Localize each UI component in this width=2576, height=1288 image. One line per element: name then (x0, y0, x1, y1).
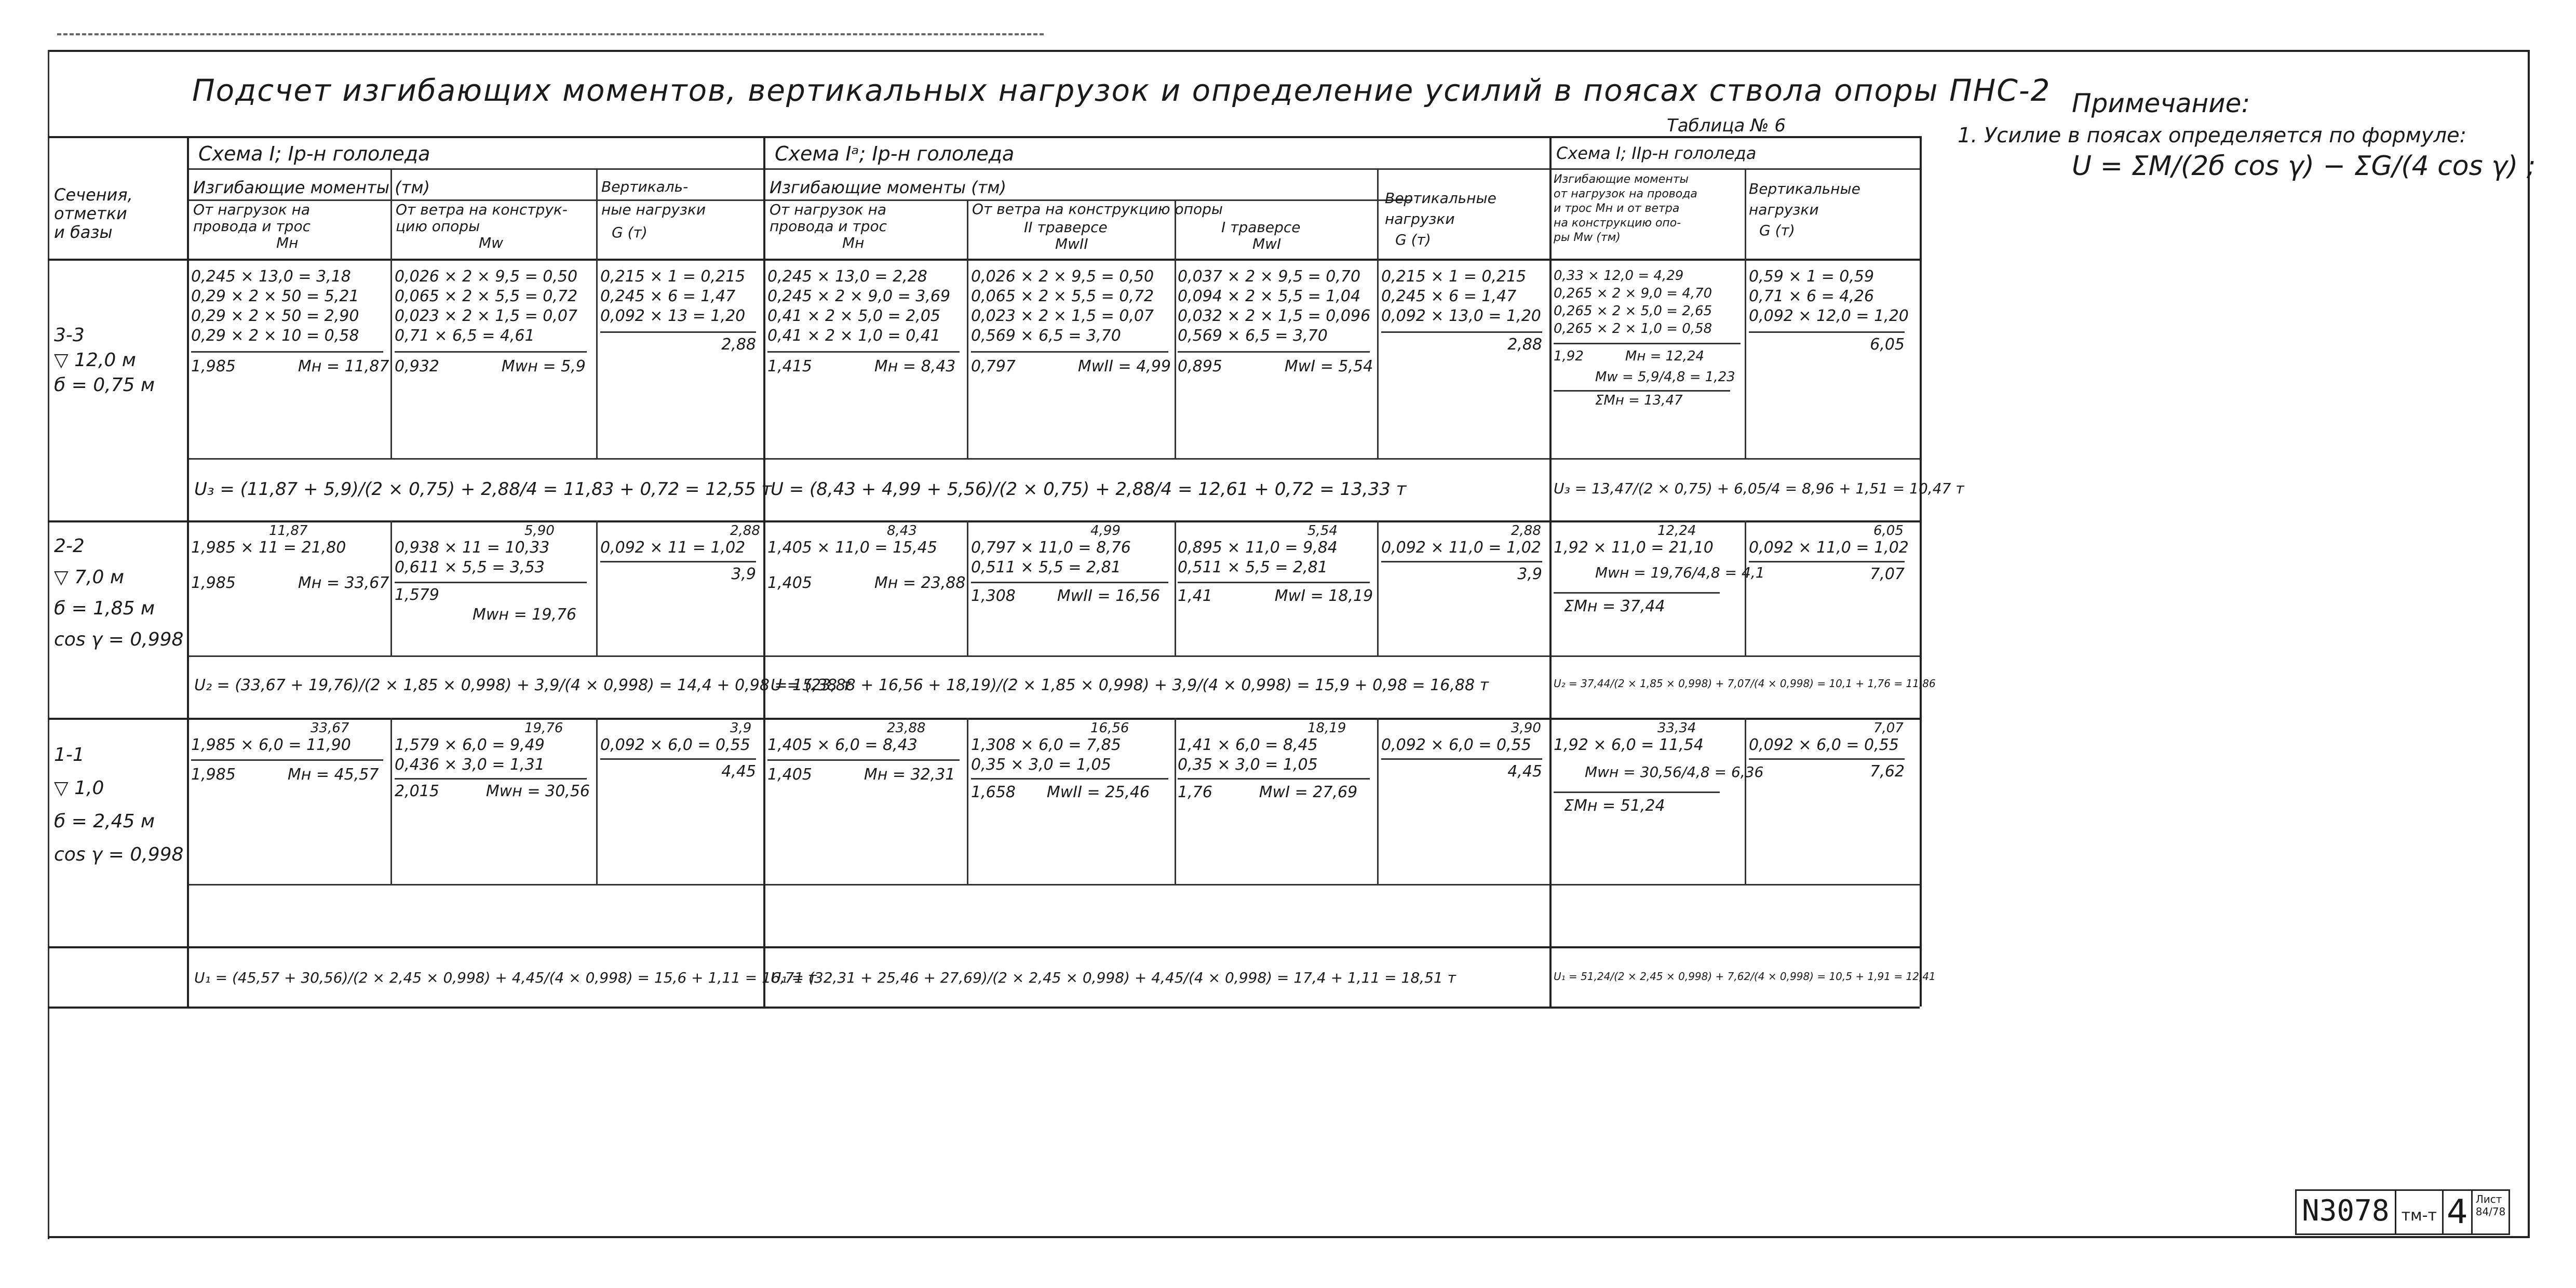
notes-title: Примечание: (2072, 88, 2250, 118)
formula-r3-scheme-3: U₁ = 51,24/(2 × 2,45 × 0,998) + 7,62/(4 × 0,998) = 10,5 + 1,91 = 12,41 (1554, 970, 1936, 983)
cell-r3-g-2: 3,90 0,092 × 6,0 = 0,55 4,45 (1381, 720, 1542, 781)
notes-block (1958, 88, 2565, 182)
header-scheme-2-vertical: Вертикальные нагрузки G (т) (1385, 190, 1496, 248)
header-scheme-2: Схема Iᵃ; Iр-н гололеда (775, 142, 1015, 165)
cell-r1-mw: 0,026 × 2 × 9,5 = 0,50 0,065 × 2 × 5,5 = 0,72 0,023 × 2 × 1,5 = 0,07 0,71 × 6,5 = 4,61 0,932 Мwн = 5,9 (395, 267, 587, 377)
cell-r1-mn-2: 0,245 × 13,0 = 2,28 0,245 × 2 × 9,0 = 3,69 0,41 × 2 × 5,0 = 2,05 0,41 × 2 × 1,0 = 0,41 1,415 Мн = 8,43 (767, 267, 960, 377)
cell-r1-g-2: 0,215 × 1 = 0,215 0,245 × 6 = 1,47 0,092 × 13,0 = 1,20 2,88 (1381, 267, 1542, 354)
header-scheme-1-moments: Изгибающие моменты (тм) (193, 178, 430, 197)
formula-r2-scheme-2: U = (23,88 + 16,56 + 18,19)/(2 × 1,85 × 0,998) + 3,9/(4 × 0,998) = 15,9 + 0,98 = 16,88 т (771, 676, 1489, 694)
header-scheme-3: Схема I; IIр-н гололеда (1556, 143, 1757, 163)
cell-r2-mn: 11,87 1,985 × 11 = 21,80 1,985 Мн = 33,67 (191, 523, 389, 592)
header-scheme-1-mw: От ветра на конструк- цию опоры Мw (396, 201, 568, 251)
header-scheme-1-vertical: Вертикаль- ные нагрузки G (т) (601, 178, 706, 241)
cell-r2-m-3: 12,24 1,92 × 11,0 = 21,10 Мwн = 19,76/4,8 = 4,1 ΣМн = 37,44 (1554, 523, 1765, 615)
formula-r2-scheme-3: U₂ = 37,44/(2 × 1,85 × 0,998) + 7,07/(4 × 0,998) = 10,1 + 1,76 = 11,86 (1554, 677, 1936, 690)
frame-bottom-edge (48, 1236, 2530, 1238)
cell-r3-mw2: 16,56 1,308 × 6,0 = 7,85 0,35 × 3,0 = 1,05 1,658 МwII = 25,46 (971, 721, 1168, 802)
cell-r1-mw1: 0,037 × 2 × 9,5 = 0,70 0,094 × 2 × 5,5 = 1,04 0,032 × 2 × 1,5 = 0,096 0,569 × 6,5 = 3,70 0,895 МwI = 5,54 (1178, 267, 1373, 375)
page-title: Подсчет изгибающих моментов, вертикальных нагрузок и определение усилий в поясах ствола опоры ПНС-2 (192, 73, 2051, 108)
cell-r1-mw2: 0,026 × 2 × 9,5 = 0,50 0,065 × 2 × 5,5 = 0,72 0,023 × 2 × 1,5 = 0,07 0,569 × 6,5 = 3,70 0,797 МwII = 4,99 (971, 267, 1171, 375)
stamp-number: N3078 (2297, 1191, 2396, 1233)
header-scheme-1: Схема I; Iр-н гололеда (198, 142, 430, 165)
notes-text: 1. Усилие в поясах определяется по формуле: (1958, 124, 2467, 147)
formula-r2-scheme-1: U₂ = (33,67 + 19,76)/(2 × 1,85 × 0,998) + 3,9/(4 × 0,998) = 14,4 + 0,98 = 15,38 т (194, 676, 852, 694)
header-scheme-2-wind: От ветра на конструкцию опоры (972, 200, 1223, 218)
section-3-3-label: 3-3 ▽ 12,0 м б = 0,75 м (54, 325, 155, 396)
cell-r3-mw: 19,76 1,579 × 6,0 = 9,49 0,436 × 3,0 = 1,31 2,015 Мwн = 30,56 (395, 720, 590, 800)
section-2-2-label: 2-2 ▽ 7,0 м б = 1,85 м cos γ = 0,998 (54, 535, 184, 650)
stamp-code: тм-т (2401, 1206, 2437, 1225)
cell-r3-g: 3,9 0,092 × 6,0 = 0,55 4,45 (600, 720, 756, 781)
cell-r1-m-3: 0,33 × 12,0 = 4,29 0,265 × 2 × 9,0 = 4,70 0,265 × 2 × 5,0 = 2,65 0,265 × 2 × 1,0 = 0,58 1,92 Мн = 12,24 Мw = 5,9/4,8 = 1,23 ΣМн = 13,47 (1554, 267, 1741, 409)
drawing-stamp (2295, 1189, 2510, 1235)
header-scheme-3-moments: Изгибающие моменты от нагрузок на провода и трос Мн и от ветра на конструкцию опо- ры Мw (тм) (1554, 173, 1697, 244)
formula-r1-scheme-3: U₃ = 13,47/(2 × 0,75) + 6,05/4 = 8,96 + 1,51 = 10,47 т (1554, 480, 1964, 497)
calculation-table (48, 136, 1964, 1009)
cell-r3-g-3: 7,07 0,092 × 6,0 = 0,55 7,62 (1749, 720, 1905, 781)
header-section-column: Сечения, отметки и базы (54, 185, 133, 242)
cell-r3-m-3: 33,34 1,92 × 6,0 = 11,54 Мwн = 30,56/4,8 = 6,36 ΣМн = 51,24 (1554, 720, 1764, 815)
stamp-sheet: Лист 84/78 (2475, 1193, 2506, 1218)
header-scheme-1-mn: От нагрузок на провода и трос Мн (193, 201, 311, 251)
stamp-page: 4 (2442, 1191, 2473, 1233)
header-scheme-3-vertical: Вертикальные нагрузки G (т) (1749, 180, 1860, 239)
top-dashed-line (57, 33, 1044, 35)
cell-r1-g-3: 0,59 × 1 = 0,59 0,71 × 6 = 4,26 0,092 × 12,0 = 1,20 6,05 (1749, 267, 1909, 354)
cell-r2-g-2: 2,88 0,092 × 11,0 = 1,02 3,9 (1381, 523, 1542, 583)
cell-r2-mw1: 5,54 0,895 × 11,0 = 9,84 0,511 × 5,5 = 2,81 1,41 МwI = 18,19 (1178, 523, 1373, 605)
cell-r2-mw: 5,90 0,938 × 11 = 10,33 0,611 × 5,5 = 3,53 1,579 Мwн = 19,76 (395, 524, 587, 625)
header-scheme-2-traverse-2: II траверсе МwII (1024, 219, 1108, 252)
section-1-1-label: 1-1 ▽ 1,0 б = 2,45 м cos γ = 0,998 (54, 744, 184, 865)
formula-r3-scheme-1: U₁ = (45,57 + 30,56)/(2 × 2,45 × 0,998) + 4,45/(4 × 0,998) = 15,6 + 1,11 = 16,71 т (194, 969, 817, 986)
header-scheme-2-mn: От нагрузок на провода и трос Мн (770, 201, 887, 251)
cell-r3-mn: 33,67 1,985 × 6,0 = 11,90 1,985 Мн = 45,57 (191, 721, 383, 785)
cell-r1-g: 0,215 × 1 = 0,215 0,245 × 6 = 1,47 0,092 × 13 = 1,20 2,88 (600, 267, 756, 354)
header-scheme-2-traverse-1: I траверсе МwI (1221, 219, 1301, 252)
formula-r1-scheme-2: U = (8,43 + 4,99 + 5,56)/(2 × 0,75) + 2,88/4 = 12,61 + 0,72 = 13,33 т (771, 479, 1407, 500)
cell-r2-mw2: 4,99 0,797 × 11,0 = 8,76 0,511 × 5,5 = 2,81 1,308 МwII = 16,56 (971, 524, 1168, 606)
formula-r3-scheme-2: U₁ = (32,31 + 25,46 + 27,69)/(2 × 2,45 × 0,998) + 4,45/(4 × 0,998) = 17,4 + 1,11 = 18,51 т (771, 969, 1456, 986)
table-number: Таблица № 6 (1667, 115, 1786, 136)
cell-r3-mw1: 18,19 1,41 × 6,0 = 8,45 0,35 × 3,0 = 1,05 1,76 МwI = 27,69 (1178, 721, 1370, 802)
cell-r2-g-3: 6,05 0,092 × 11,0 = 1,02 7,07 (1749, 523, 1909, 583)
cell-r2-g: 2,88 0,092 × 11 = 1,02 3,9 (600, 523, 760, 583)
cell-r1-mn: 0,245 × 13,0 = 3,18 0,29 × 2 × 50 = 5,21 0,29 × 2 × 50 = 2,90 0,29 × 2 × 10 = 0,58 1,985 Мн = 11,87 (191, 267, 389, 375)
formula-r1-scheme-1: U₃ = (11,87 + 5,9)/(2 × 0,75) + 2,88/4 = 11,83 + 0,72 = 12,55 т (194, 479, 772, 500)
header-scheme-2-moments: Изгибающие моменты (тм) (770, 178, 1006, 197)
cell-r2-mn-2: 8,43 1,405 × 11,0 = 15,45 1,405 Мн = 23,88 (767, 523, 966, 592)
cell-r3-mn-2: 23,88 1,405 × 6,0 = 8,43 1,405 Мн = 32,31 (767, 721, 960, 785)
notes-formula: U = ΣM/(2б cos γ) − ΣG/(4 cos γ) ; (2072, 151, 2536, 182)
